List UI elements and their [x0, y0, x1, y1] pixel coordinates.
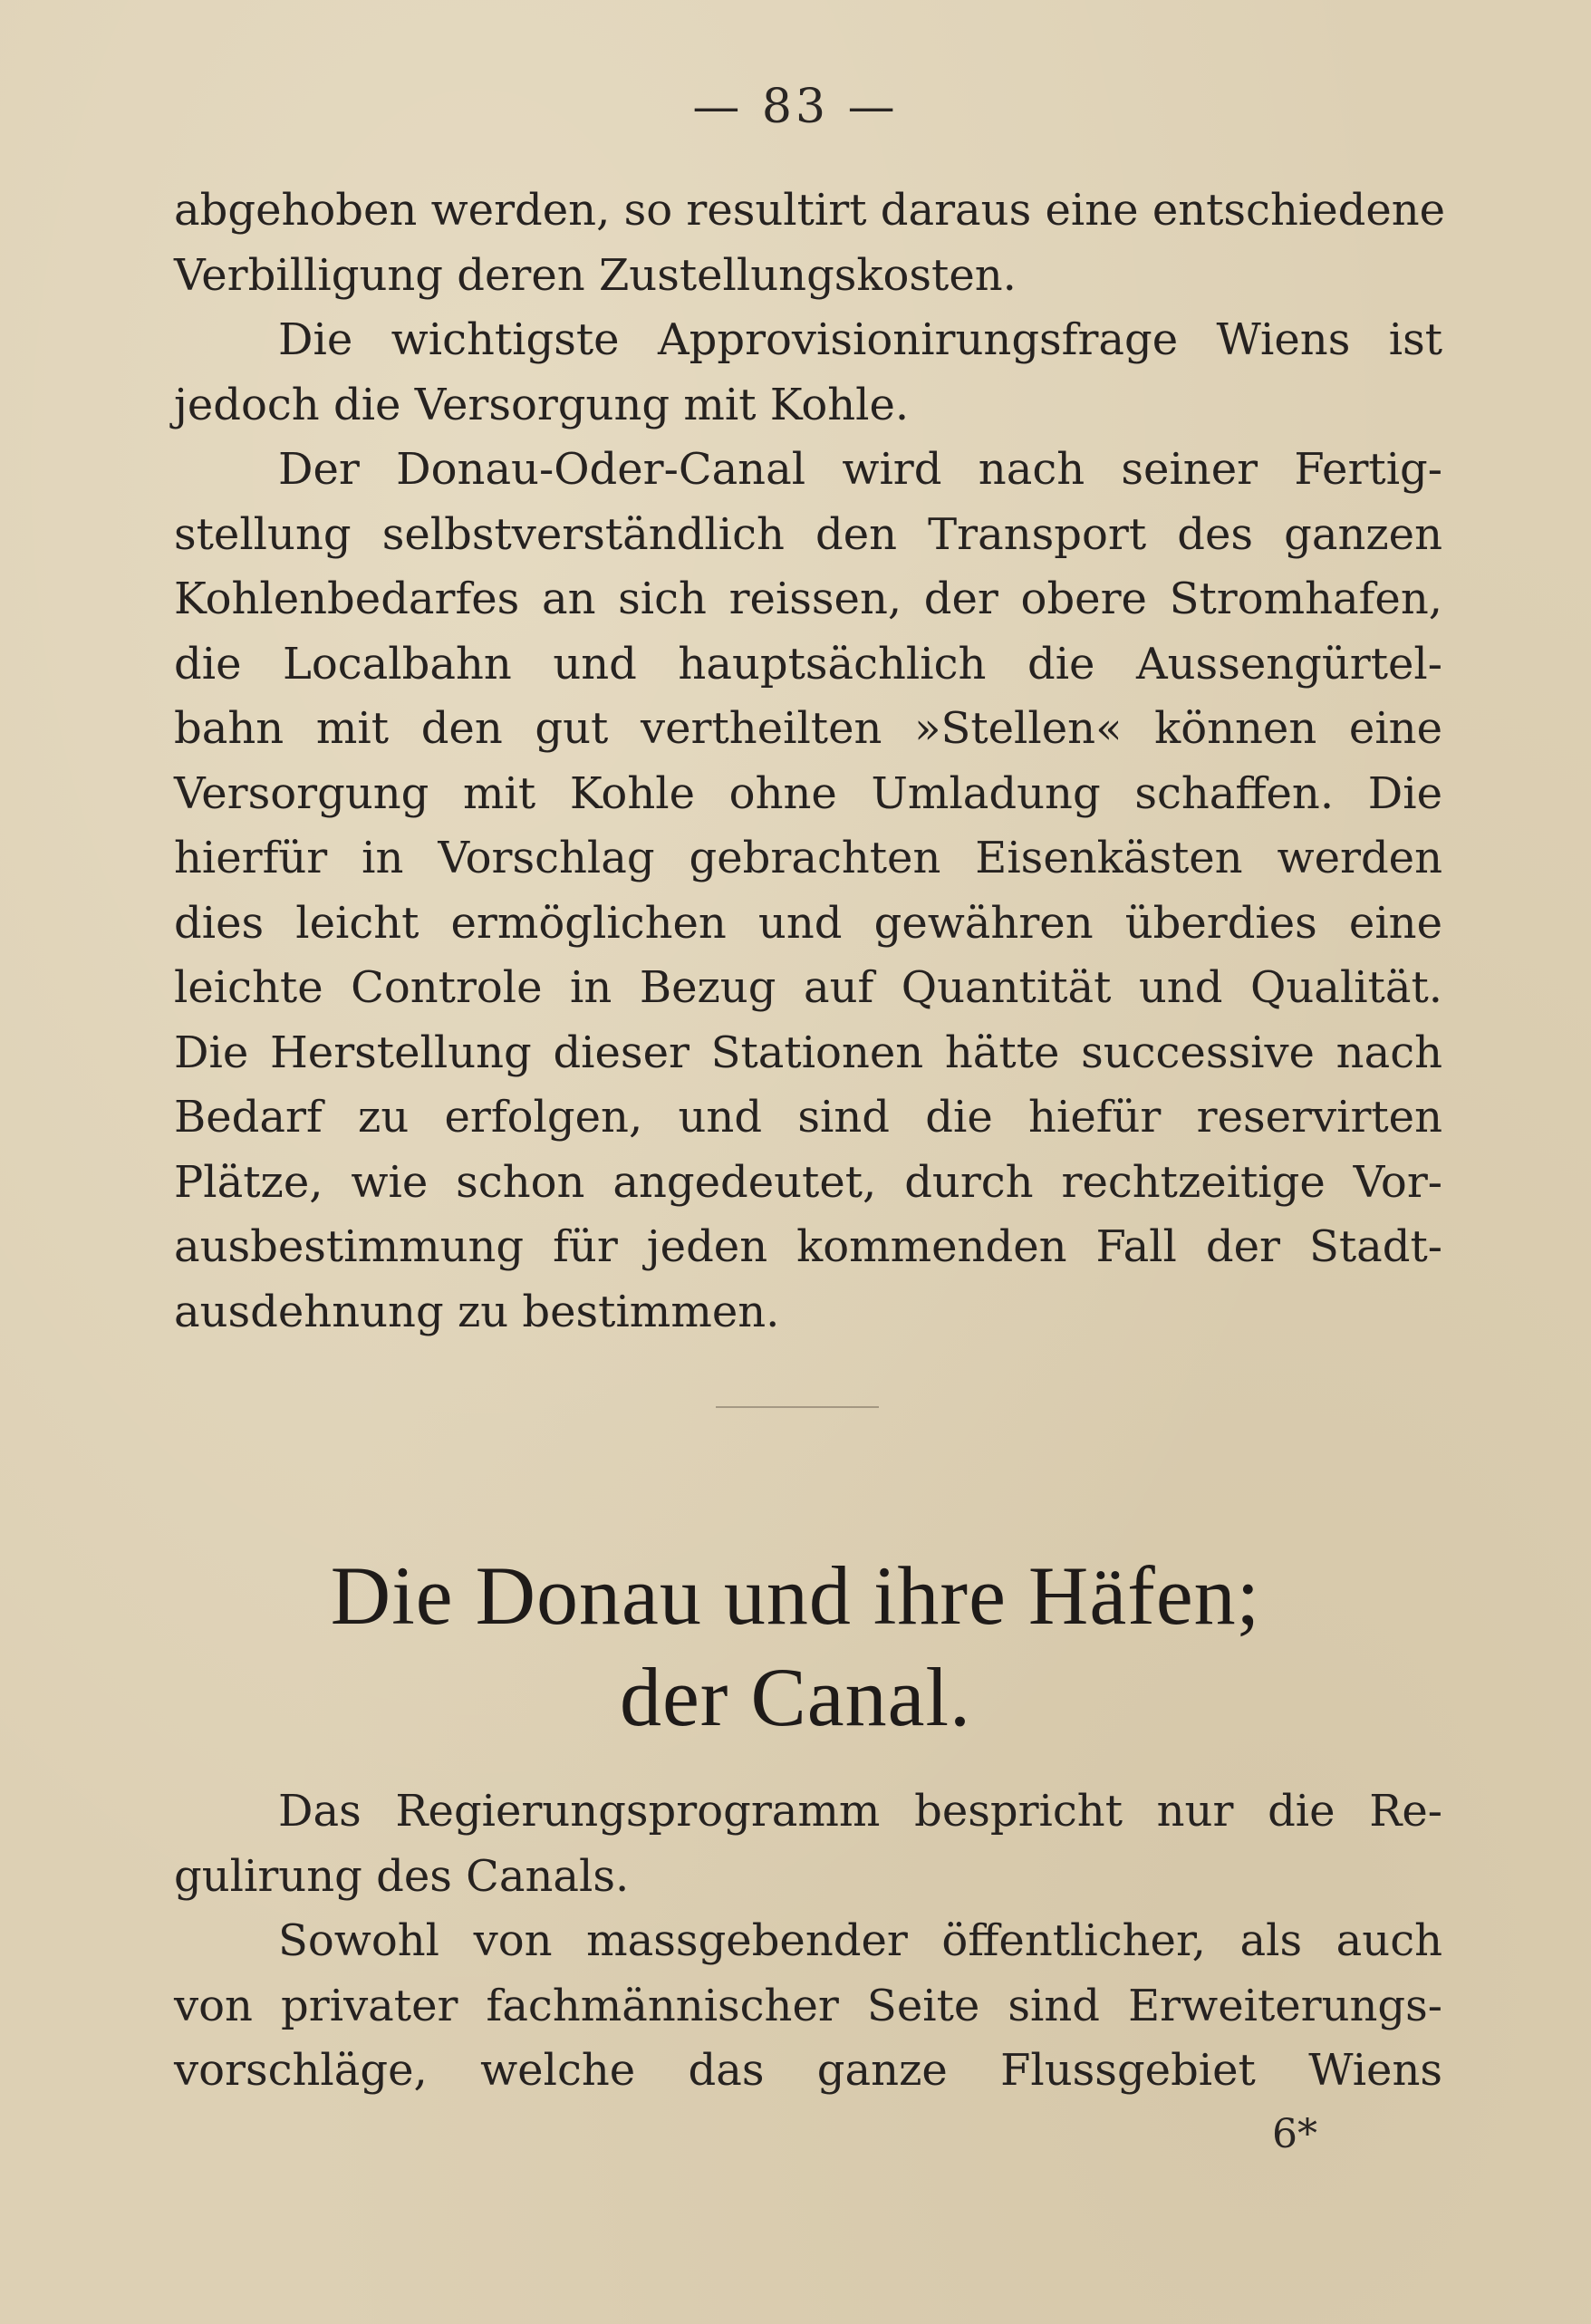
- text-line: abgehoben werden, so resultirt daraus eine entschiedene: [174, 185, 1446, 236]
- text-line: vorschläge, welche das ganze Flussgebiet Wiens: [174, 2045, 1442, 2096]
- text-line: leichte Controle in Bezug auf Quantität und Qualität.: [174, 962, 1442, 1013]
- text-line: Das Regierungsprogramm bespricht nur die Re-: [278, 1786, 1442, 1837]
- text-line: Der Donau-Oder-Canal wird nach seiner Fertig-: [278, 444, 1442, 495]
- text-line: bahn mit den gut vertheilten »Stellen« können eine: [174, 703, 1442, 754]
- text-line: Kohlenbedarfes an sich reissen, der obere Stromhafen,: [174, 574, 1442, 624]
- text-line: Sowohl von massgebender öffentlicher, als auch: [278, 1915, 1442, 1966]
- text-line: stellung selbstverständlich den Transport des ganzen: [174, 508, 1442, 560]
- text-line: gulirung des Canals.: [174, 1850, 630, 1902]
- chapter-title-line-2: der Canal.: [619, 1651, 972, 1743]
- text-line: ausbestimmung für jeden kommenden Fall der Stadt-: [174, 1221, 1442, 1272]
- text-line: Die Herstellung dieser Stationen hätte successive nach: [174, 1027, 1442, 1078]
- text-line: Die wichtigste Approvisionirungsfrage Wiens ist: [278, 314, 1442, 365]
- text-line: die Localbahn und hauptsächlich die Aussengürtel-: [174, 638, 1442, 689]
- text-line: jedoch die Versorgung mit Kohle.: [174, 379, 910, 430]
- text-line: von privater fachmännischer Seite sind Erweiterungs-: [174, 1980, 1442, 2031]
- text-line: Verbilligung deren Zustellungskosten.: [174, 249, 1017, 301]
- text-line: Versorgung mit Kohle ohne Umladung schaffen. Die: [174, 767, 1442, 819]
- section-divider: [716, 1406, 879, 1408]
- signature-mark: 6*: [1272, 2111, 1317, 2157]
- chapter-title-line-1: Die Donau und ihre Häfen;: [330, 1549, 1261, 1642]
- text-line: dies leicht ermöglichen und gewähren überdies eine: [174, 897, 1442, 949]
- page-number: — 83 —: [692, 80, 899, 134]
- text-section-1: [174, 178, 1446, 1345]
- text-line: Plätze, wie schon angedeutet, durch rechtzeitige Vor-: [174, 1156, 1442, 1208]
- text-line: Bedarf zu erfolgen, und sind die hiefür reservirten: [174, 1092, 1442, 1143]
- text-line: ausdehnung zu bestimmen.: [174, 1286, 780, 1337]
- text-section-2: [174, 1779, 1442, 2104]
- text-line: hierfür in Vorschlag gebrachten Eisenkästen werden: [174, 833, 1442, 883]
